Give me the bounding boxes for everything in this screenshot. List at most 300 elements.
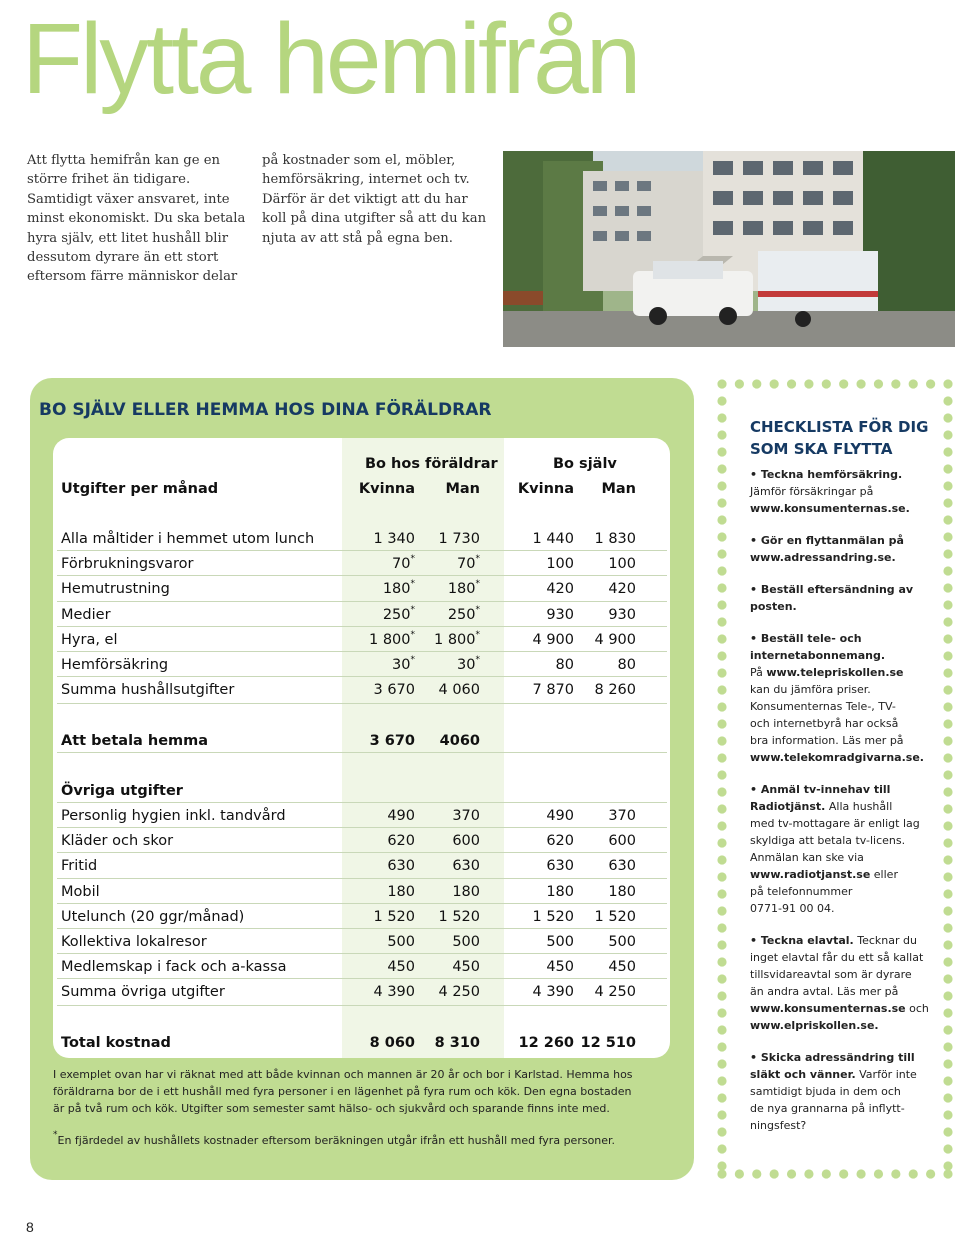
cell-parents-man-value: 180 [452,883,480,900]
row-divider [57,802,667,803]
border-dot [717,719,726,728]
item-title: internetabonnemang. [750,649,886,662]
cell-parents-man [410,656,480,674]
border-dot [943,974,952,983]
border-dot [717,634,726,643]
item-title: • Beställ tele- och [750,632,862,645]
cell-parents-woman [340,606,415,624]
item-text: och [905,1002,929,1015]
cell-self-man [572,656,636,674]
item-title: • Skicka adressändring till [750,1051,915,1064]
border-dot [804,379,813,388]
star-mark: * [410,629,415,640]
pay-home-label-value: Att betala hemma [61,733,209,749]
row-divider [57,703,667,704]
border-dot [874,1169,883,1178]
item-link[interactable]: www.konsumenternas.se [750,1002,906,1015]
header-woman-value: Kvinna [517,481,574,497]
cell-self-man-value: 630 [608,858,636,875]
cell-parents-woman [340,883,415,901]
cell-parents-woman [340,832,415,850]
border-dot [717,1008,726,1017]
row-divider [57,852,667,853]
cell-self-man-value: 4 900 [594,631,636,648]
border-dot [787,379,796,388]
row-divider [57,978,667,979]
border-dot [717,430,726,439]
cell-parents-woman-value: 1 340 [373,531,415,547]
cell-parents-man [410,857,480,875]
item-text: På [750,666,767,679]
cell-self-woman-value: 490 [546,808,574,824]
border-dot [717,1161,726,1170]
checklist-item [750,630,938,766]
total-self-woman [500,1034,574,1052]
border-dot [943,481,952,490]
border-dot [943,651,952,660]
checklist-item [750,581,938,615]
border-dot [943,532,952,541]
cell-self-man-value: 80 [617,657,636,673]
star-mark: * [410,579,415,590]
cell-parents-man [410,983,480,1001]
footnote [53,1132,653,1149]
item-text: 0771-91 00 04. [750,902,835,915]
border-dot [909,1169,918,1178]
row-divider [57,1005,667,1006]
row-divider [57,928,667,929]
border-dot [717,1144,726,1153]
row-label [61,656,168,674]
border-dot [717,787,726,796]
cell-self-woman-value: 1 440 [532,531,574,547]
item-text: skyldiga att betala tv-licens. [750,834,906,847]
header-row-label [61,480,218,498]
border-dot [943,1059,952,1068]
border-dot [943,770,952,779]
table-note-line: föräldrarna bor de i ett hushåll med fyra personer i en lägenhet på fyra rum och kök. Den egna bostaden [53,1085,632,1098]
border-dot [943,957,952,966]
cell-self-man [572,983,636,1001]
cell-parents-woman-value: 250 [382,606,411,623]
item-link[interactable]: www.telekomradgivarna.se. [750,751,924,764]
cell-self-woman [500,908,574,926]
item-title: posten. [750,600,797,613]
border-dot [943,1169,952,1178]
cell-self-woman-value: 420 [546,581,574,598]
border-dot [717,940,726,949]
row-label-value: Förbrukningsvaror [61,556,194,573]
checklist-item [750,781,938,917]
cell-parents-man-value: 4 250 [438,984,480,1001]
cell-parents-woman [340,530,415,548]
other-expenses-heading [61,782,183,800]
border-dot [891,1169,900,1178]
border-dot [943,1042,952,1051]
item-text: eller [870,868,898,881]
border-dot [909,379,918,388]
row-label-value: Kollektiva lokalresor [61,934,207,950]
border-dot [717,821,726,830]
row-label [61,631,118,649]
row-divider [57,550,667,551]
total-parents-man-value: 8 310 [434,1035,480,1051]
border-dot [943,464,952,473]
border-dot [717,532,726,541]
star-mark: * [475,629,480,640]
row-label [61,933,207,951]
row-label [61,580,170,598]
row-divider [57,878,667,879]
cell-self-man-value: 500 [608,934,636,950]
border-dot [717,906,726,915]
table-note-line: är på två rum och kök. Utgifter som semester samt hälso- och sjukvård och sparande finns inte med. [53,1102,610,1115]
cell-self-woman-value: 630 [546,858,574,875]
border-dot [943,1076,952,1085]
row-label-value: Hemutrustning [61,581,170,598]
cell-self-man [572,555,636,573]
item-title: • Anmäl tv-innehav till [750,783,891,796]
cell-parents-man-value: 30 [457,657,476,673]
cell-parents-man-value: 630 [452,858,480,875]
cell-parents-man-value: 1 730 [438,531,480,547]
row-divider [57,752,667,753]
total-self-man [572,1034,636,1052]
header-parents-group [365,455,498,473]
row-label [61,681,234,699]
star-mark: * [475,655,480,665]
border-dot [874,379,883,388]
row-label-value: Alla måltider i hemmet utom lunch [61,531,315,547]
cell-self-woman-value: 500 [546,934,574,950]
item-text: Tecknar du [853,934,917,947]
border-dot [943,940,952,949]
checklist-item [750,532,938,566]
cell-self-woman-value: 80 [555,657,574,673]
border-dot [943,1110,952,1119]
row-label [61,807,286,825]
cell-self-man [572,857,636,875]
border-dot [943,753,952,762]
cell-self-woman [500,530,574,548]
cost-comparison-heading: BO SJÄLV ELLER HEMMA HOS DINA FÖRÄLDRAR [39,400,492,420]
header-woman [500,480,574,498]
item-text: ningsfest? [750,1119,807,1132]
item-text: än andra avtal. Läs mer på [750,985,899,998]
cell-self-man [572,883,636,901]
cell-parents-man-value: 450 [452,959,480,976]
row-label [61,958,287,976]
cell-self-woman-value: 7 870 [532,682,574,699]
header-man-value: Man [445,481,480,497]
border-dot [717,413,726,422]
border-dot [717,804,726,813]
cell-self-man [572,933,636,951]
cell-parents-woman-value: 500 [387,934,415,950]
cell-parents-woman-value: 180 [382,581,411,598]
border-dot [943,447,952,456]
cell-self-woman [500,958,574,976]
border-dot [943,1008,952,1017]
table-note-line: I exemplet ovan har vi räknat med att både kvinnan och mannen är 20 år och bor i Karlstad. Hemma hos [53,1068,633,1081]
cell-parents-man-value: 4 060 [438,682,480,699]
intro-column-2: på kostnader som el, möbler, hemförsäkring, internet och tv. Därför är det viktigt att du har koll på dina utgifter så att du kan njuta av att stå på egna ben. [262,153,487,246]
cell-parents-man [410,958,480,976]
cell-parents-man [410,908,480,926]
border-dot [943,855,952,864]
cell-self-woman-value: 1 520 [532,908,574,925]
cell-parents-woman [340,656,415,674]
border-dot [717,481,726,490]
row-label-value: Hyra, el [61,631,118,648]
header-woman [340,480,415,498]
border-dot [717,923,726,932]
cell-self-man-value: 370 [608,808,636,824]
cell-parents-man [410,580,480,598]
border-dot [943,719,952,728]
cell-parents-woman-value: 70 [392,556,411,573]
border-dot [943,617,952,626]
total-parents-woman [340,1034,415,1052]
header-row-label-value: Utgifter per månad [61,481,219,497]
cell-self-woman [500,983,574,1001]
cell-self-woman [500,933,574,951]
cell-self-man [572,580,636,598]
item-link[interactable]: www.radiotjanst.se [750,868,871,881]
cell-self-man-value: 600 [608,833,636,850]
cell-parents-woman [340,580,415,598]
cell-parents-woman-value: 180 [387,883,415,900]
border-dot [717,1059,726,1068]
item-link[interactable]: www.elpriskollen.se. [750,1019,879,1032]
checklist-item [750,932,938,1034]
border-dot [717,855,726,864]
cell-parents-woman [340,908,415,926]
cell-parents-man [410,832,480,850]
row-divider [57,953,667,954]
item-title: Radiotjänst. [750,800,826,813]
header-woman-value: Kvinna [358,481,415,497]
footnote-star: * [53,1130,58,1140]
border-dot [717,1127,726,1136]
cell-parents-man [410,883,480,901]
border-dot [752,379,761,388]
item-text: Alla hushåll [825,800,893,813]
cell-parents-man-value: 1 800 [433,631,476,648]
border-dot [943,634,952,643]
item-link[interactable]: www.konsumenternas.se. [750,502,910,515]
border-dot [839,1169,848,1178]
border-dot [717,1076,726,1085]
cell-parents-man-value: 500 [452,934,480,950]
item-text: kan du jämföra priser. [750,683,871,696]
pay-home-parents-man [410,732,480,750]
item-text: samtidigt bjuda in dem och [750,1085,901,1098]
row-divider [57,651,667,652]
border-dot [717,464,726,473]
total-label-value: Total kostnad [61,1035,171,1051]
checklist-heading-line: CHECKLISTA FÖR DIG [750,418,929,436]
other-expenses-heading-value: Övriga utgifter [61,783,183,799]
cell-self-woman-value: 100 [546,556,574,573]
border-dot [943,1127,952,1136]
header-man [572,480,636,498]
row-divider [57,827,667,828]
cell-parents-woman-value: 490 [387,808,415,824]
checklist [750,416,938,1149]
row-label-value: Fritid [61,858,98,875]
row-divider [57,626,667,627]
star-mark: * [475,554,480,565]
border-dot [822,1169,831,1178]
cell-parents-man-value: 250 [447,606,476,623]
item-text: tillsvidareavtal som är dyrare [750,968,912,981]
cell-self-woman-value: 180 [546,883,574,900]
border-dot [717,600,726,609]
row-label [61,530,314,548]
item-link[interactable]: www.adressandring.se. [750,551,896,564]
footnote-text: En fjärdedel av hushållets kostnader eftersom beräkningen utgår ifrån ett hushåll med fyra personer. [57,1134,616,1147]
cell-self-woman [500,606,574,624]
cell-self-man-value: 420 [608,581,636,598]
cell-parents-man [410,631,480,649]
cell-parents-woman [340,555,415,573]
border-dot [735,1169,744,1178]
pay-home-parents-woman [340,732,415,750]
cell-parents-man [410,681,480,699]
cell-parents-woman-value: 1 800 [368,631,411,648]
cell-parents-woman [340,857,415,875]
cell-self-woman [500,580,574,598]
cell-self-woman [500,807,574,825]
border-dot [717,549,726,558]
cell-self-woman-value: 930 [546,606,574,623]
cell-self-man [572,530,636,548]
total-parents-man [410,1034,480,1052]
photo-apartment-buildings [503,151,955,347]
star-mark: * [475,604,480,615]
cell-parents-woman [340,933,415,951]
border-dot [943,736,952,745]
border-dot [717,838,726,847]
border-dot [943,838,952,847]
border-dot [856,379,865,388]
row-label [61,606,111,624]
total-self-man-value: 12 510 [580,1035,636,1051]
page-number: 8 [26,1219,34,1234]
cell-parents-woman-value: 4 390 [373,984,415,1001]
border-dot [717,617,726,626]
cell-self-man [572,807,636,825]
row-divider [57,575,667,576]
cell-self-man [572,606,636,624]
row-label-value: Summa hushållsutgifter [61,682,235,699]
border-dot [943,549,952,558]
cell-parents-man-value: 180 [447,581,476,598]
border-dot [943,379,952,388]
row-divider [57,601,667,602]
cell-self-man-value: 100 [608,556,636,573]
header-parents-group-value: Bo hos föräldrar [365,456,498,472]
cell-parents-man [410,555,480,573]
item-text: bra information. Läs mer på [750,734,904,747]
border-dot [943,566,952,575]
total-parents-woman-value: 8 060 [369,1035,415,1051]
border-dot [717,1093,726,1102]
row-divider [57,903,667,904]
cell-self-woman [500,656,574,674]
item-text: på telefonnummer [750,885,853,898]
page-title: Flytta hemifrån [22,3,639,115]
border-dot [943,1025,952,1034]
cell-self-man [572,681,636,699]
border-dot [943,1161,952,1170]
border-dot [943,515,952,524]
item-title: • Gör en flyttanmälan på [750,534,904,547]
row-label-value: Personlig hygien inkl. tandvård [61,808,286,824]
border-dot [926,379,935,388]
cell-self-woman [500,883,574,901]
row-label-value: Utelunch (20 ggr/månad) [61,908,245,925]
item-text: Konsumenternas Tele-, TV- [750,700,896,713]
cell-self-man-value: 1 520 [594,908,636,925]
cell-parents-man-value: 1 520 [438,908,480,925]
checklist-item [750,466,938,517]
border-dot [943,702,952,711]
border-dot [717,872,726,881]
checklist-item [750,1049,938,1134]
cell-self-man-value: 930 [608,606,636,623]
cell-parents-man [410,530,480,548]
cell-self-man-value: 450 [608,959,636,976]
item-text: med tv-mottagare är enligt lag [750,817,920,830]
total-label [61,1034,171,1052]
cell-parents-man-value: 70 [457,556,476,573]
cell-self-woman [500,555,574,573]
border-dot [770,1169,779,1178]
border-dot [717,736,726,745]
border-dot [717,668,726,677]
border-dot [943,872,952,881]
table-note [53,1066,653,1117]
border-dot [943,787,952,796]
border-dot [943,498,952,507]
border-dot [943,906,952,915]
item-title: • Beställ eftersändning av [750,583,914,596]
cell-self-woman-value: 620 [546,833,574,850]
cell-self-man [572,631,636,649]
item-link[interactable]: www.telepriskollen.se [766,666,904,679]
cell-parents-man [410,606,480,624]
header-self-group [553,455,617,473]
cell-self-woman-value: 4 900 [532,631,574,648]
cell-parents-man [410,933,480,951]
cell-self-woman [500,832,574,850]
border-dot [822,379,831,388]
border-dot [717,583,726,592]
header-man [410,480,480,498]
cell-parents-man-value: 370 [452,808,480,824]
cell-parents-woman-value: 620 [387,833,415,850]
cell-self-man-value: 1 830 [594,531,636,547]
border-dot [943,991,952,1000]
cell-self-woman [500,631,574,649]
border-dot [717,651,726,660]
cell-parents-woman [340,681,415,699]
border-dot [735,379,744,388]
border-dot [717,685,726,694]
star-mark: * [410,655,415,665]
